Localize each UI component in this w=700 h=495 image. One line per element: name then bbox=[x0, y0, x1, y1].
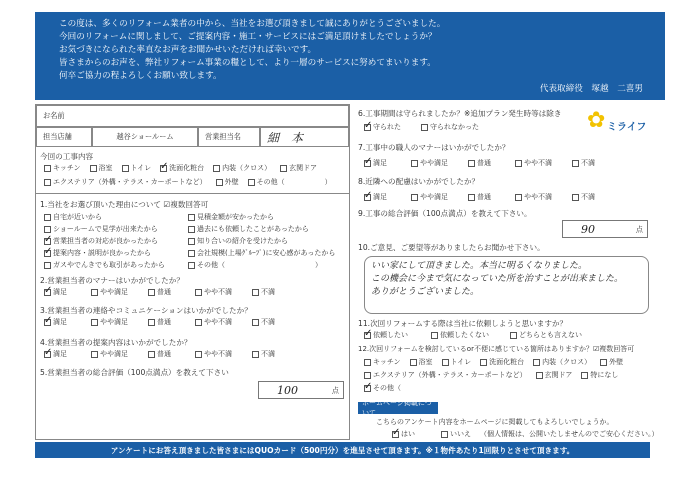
q4-options: ✓ 満足 やや満足 普通 やや不満 不満 bbox=[44, 349, 284, 359]
checkbox[interactable] bbox=[122, 165, 129, 172]
survey-form-right bbox=[352, 104, 659, 440]
hp-options: ✓ はい いいえ （個人情報は、公開いたしませんのでご安心ください。） bbox=[392, 429, 668, 439]
q1-option[interactable]: ガスやでんきでも取引があったから bbox=[44, 259, 179, 271]
q1-option[interactable]: その他（ ） bbox=[188, 259, 322, 271]
q3-options: ✓ 満足 やや満足 普通 やや不満 不満 bbox=[44, 317, 284, 327]
q4-title: 4.営業担当者の提案内容はいかがでしたか？ bbox=[40, 338, 192, 347]
name-row bbox=[36, 105, 349, 127]
comment-line: この機会に今まで気になっていた所を治すことが出来ました。 bbox=[371, 274, 624, 284]
q2-title: 2.営業担当者のマナーはいかがでしたか？ bbox=[40, 276, 184, 285]
survey-form-left bbox=[35, 104, 350, 440]
name-label: お名前 bbox=[43, 111, 65, 120]
work-option[interactable]: ✓ 洗面化粧台 bbox=[160, 163, 204, 173]
work-option[interactable]: エクステリア（外構・テラス・カーポートなど） bbox=[44, 177, 207, 187]
header-message bbox=[35, 12, 665, 100]
checkbox[interactable] bbox=[44, 165, 51, 172]
q7-title: 7.工事中の職人のマナーはいかがでしたか？ bbox=[358, 143, 510, 152]
q1-option[interactable]: ✓ 営業担当者の対応が良かったから bbox=[44, 235, 179, 247]
hp-banner: ホームページ掲載について bbox=[358, 402, 438, 414]
signature: 代表取締役 塚越 二喜男 bbox=[539, 84, 643, 94]
footer-note: アンケートにお答え頂きました皆さまにはQUOカード（500円分）を進呈させて頂きます。※１物件あたり1回限りとさせて頂きます。 bbox=[35, 442, 650, 458]
q6-title: 6.工事期間は守られましたか？※追加プラン発生時等は除き bbox=[358, 109, 562, 118]
q12-title: 12.次回リフォームを検討しているor不便に感じている箇所はありますか？☑複数回答可 bbox=[358, 345, 635, 353]
q5-title: 5.営業担当者の総合評価（100点満点）を教えて下さい bbox=[40, 368, 229, 377]
work-option[interactable]: トイレ bbox=[122, 163, 152, 173]
header-line: 今回のリフォームに関しまして、ご提案内容・施工・サービスにはご満足頂けましたでしょうか？ bbox=[59, 32, 437, 42]
q9-title: 9.工事の総合評価（100点満点）を教えて下さい。 bbox=[358, 209, 532, 218]
header-line: この度は、多くのリフォーム業者の中から、当社をお選び頂きまして誠にありがとうございました。 bbox=[59, 19, 446, 29]
q8-options: ✓ 満足 やや満足 普通 やや不満 不満 bbox=[364, 192, 604, 202]
work-option[interactable]: キッチン bbox=[44, 163, 81, 173]
q10-title: 10.ご意見、ご要望等がありましたらお聞かせ下さい。 bbox=[358, 243, 545, 252]
q12-options-row2: エクステリア（外構・テラス・カーポートなど） 玄関ドア 特になし bbox=[364, 370, 627, 380]
checkbox-checked[interactable] bbox=[160, 165, 167, 172]
q1-options bbox=[44, 211, 344, 271]
q1-option[interactable]: 自宅が近いから bbox=[44, 211, 179, 223]
hp-question: こちらのアンケート内容をホームページに掲載してもよろしいでしょうか。 bbox=[376, 418, 614, 426]
q1-option[interactable]: 過去にも依頼したことがあったから bbox=[188, 223, 309, 235]
checkbox[interactable] bbox=[216, 179, 223, 186]
q1-option[interactable]: 知り合いの紹介を受けたから bbox=[188, 235, 288, 247]
q1-option[interactable]: 会社規模(上場ｸﾞﾙｰﾌﾟ)に安心感があったから bbox=[188, 247, 335, 259]
staff-label: 営業担当名 bbox=[198, 127, 260, 147]
q1-option[interactable]: 見積金額が安かったから bbox=[188, 211, 274, 223]
q11-title: 11.次回リフォームする際は当社に依頼しようと思いますか？ bbox=[358, 319, 568, 328]
checkbox[interactable] bbox=[44, 179, 51, 186]
q9-score-box[interactable] bbox=[562, 220, 648, 238]
q7-options: ✓ 満足 やや満足 普通 やや不満 不満 bbox=[364, 158, 604, 168]
mirife-logo: ✿ ミライフ bbox=[587, 108, 647, 133]
q8-title: 8.近隣への配慮はいかがでしたか？ bbox=[358, 177, 480, 186]
work-option[interactable]: 玄関ドア bbox=[280, 163, 317, 173]
comment-line: ありがとうございました。 bbox=[371, 287, 480, 297]
work-options-row2 bbox=[44, 177, 341, 187]
store-value: 越谷ショールーム bbox=[92, 127, 198, 147]
q6-options: ✓ 守られた 守られなかった bbox=[364, 122, 488, 132]
divider bbox=[36, 193, 349, 194]
q1-option[interactable]: ✓ 提案内容・説明が良かったから bbox=[44, 247, 179, 259]
checkbox[interactable] bbox=[248, 179, 255, 186]
comment-line: いい家にして頂きました。本当に明るくなりました。 bbox=[371, 261, 588, 271]
work-option[interactable]: 内装（クロス） bbox=[213, 163, 271, 173]
header-line: 何卒ご協力の程よろしくお願い致します。 bbox=[59, 71, 222, 81]
checkbox[interactable] bbox=[90, 165, 97, 172]
sun-icon: ✿ bbox=[587, 108, 606, 133]
q2-options: ✓ 満足 やや満足 普通 やや不満 不満 bbox=[44, 287, 284, 297]
store-label: 担当店舗 bbox=[36, 127, 92, 147]
comment-box[interactable] bbox=[364, 256, 649, 314]
q9-score: 90 bbox=[581, 223, 595, 236]
q11-options: ✓ 依頼したい 依頼したくない どちらとも言えない bbox=[364, 330, 591, 340]
q3-title: 3.営業担当者の連絡やコミュニケーションはいかがでしたか？ bbox=[40, 306, 252, 315]
q5-score: 100 bbox=[277, 384, 298, 397]
work-option[interactable]: 浴室 bbox=[90, 163, 113, 173]
q5-score-box[interactable] bbox=[258, 381, 344, 399]
header-line: 皆さまからのお声を、弊社リフォーム事業の糧として、より一層のサービスに努めてまいります。 bbox=[59, 58, 436, 68]
work-options-row1 bbox=[44, 163, 326, 173]
score-unit: 点 bbox=[331, 386, 339, 395]
header-line: お気づきになられた率直なお声をお聞かせいただければ幸いです。 bbox=[59, 45, 317, 55]
work-label: 今回の工事内容 bbox=[40, 152, 94, 161]
q1-option[interactable]: ショールームで見学が出来たから bbox=[44, 223, 179, 235]
checkbox[interactable] bbox=[213, 165, 220, 172]
staff-value: 細 本 bbox=[260, 127, 349, 147]
score-unit: 点 bbox=[635, 225, 643, 234]
q12-other-row: ✓ その他（ bbox=[364, 383, 410, 393]
checkbox[interactable] bbox=[280, 165, 287, 172]
work-option[interactable]: その他（ ） bbox=[248, 177, 332, 187]
q1-title: 1.当社をお選び頂いた理由について ☑複数回答可 bbox=[40, 200, 209, 209]
work-option[interactable]: 外壁 bbox=[216, 177, 239, 187]
q12-options-row1: キッチン 浴室 トイレ 洗面化粧台 内装（クロス） 外壁 bbox=[364, 357, 632, 367]
